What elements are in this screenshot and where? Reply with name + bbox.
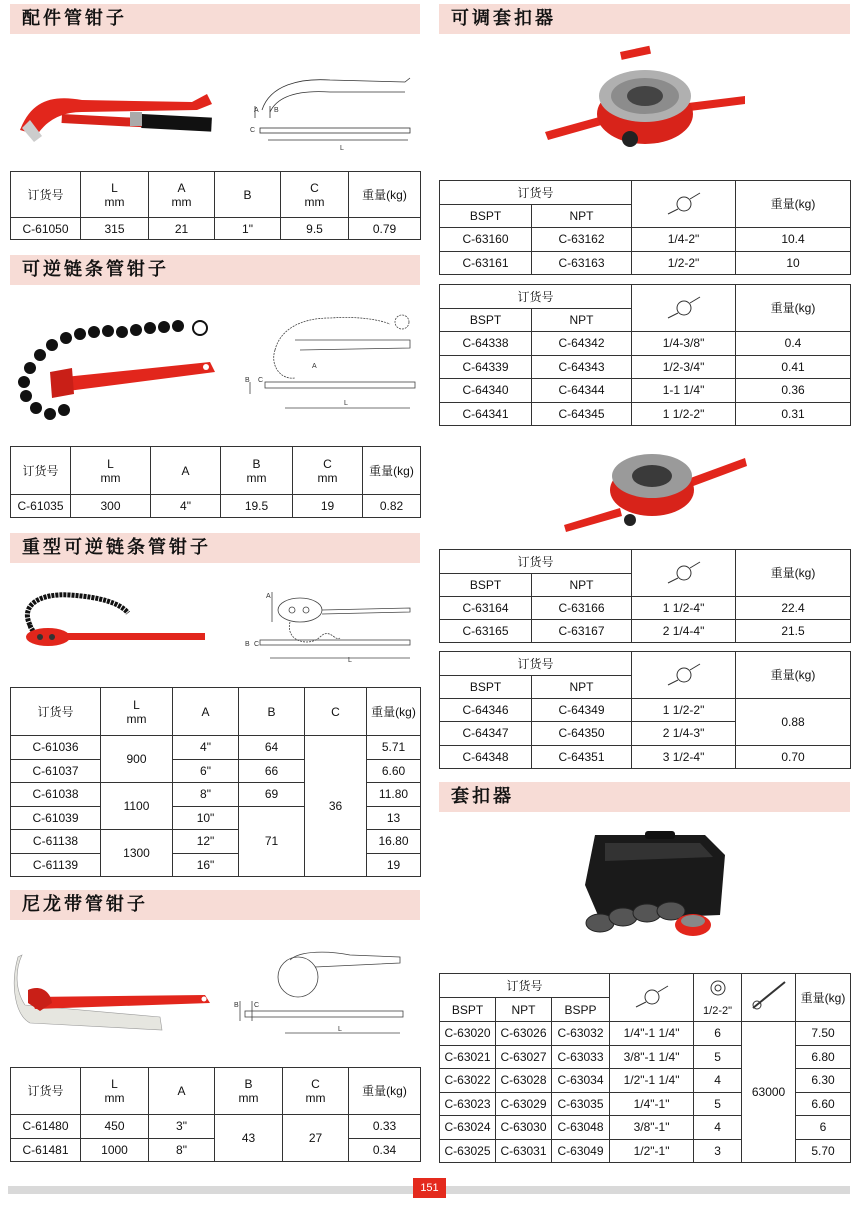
- col-header: 重量(kg): [349, 1068, 421, 1115]
- heavy-chain-wrench-drawing: [240, 582, 420, 667]
- drawing-label: B: [274, 107, 279, 114]
- table-row: C-63165 C-63167 2 1/4-4" 21.5: [440, 620, 851, 643]
- table-row: C-63160 C-63162 1/4-2" 10.4: [440, 228, 851, 252]
- col-header: B mm: [215, 1068, 283, 1115]
- col-header: L mm: [71, 447, 151, 495]
- section-header-adjustable-die-stock: 可调套扣器: [439, 4, 850, 34]
- spec-table-chain-wrench: [10, 446, 421, 518]
- drawing-label: C: [258, 377, 264, 384]
- drawing-label: L: [348, 657, 352, 664]
- col-header: A mm: [149, 172, 215, 218]
- col-header: 订货号: [11, 172, 81, 218]
- drawing-label: C: [254, 1002, 260, 1009]
- fitting-wrench-photo: [12, 80, 217, 150]
- col-header: 重量(kg): [367, 688, 421, 736]
- drawing-label: L: [344, 400, 348, 407]
- spec-table-die-stock-a: 订货号 重量(kg) BSPT NPT C-63160 C-63162 1/4-2" 10.4 C-63161 C-63163 1/2-2" 10: [439, 180, 851, 275]
- col-header: 重量(kg): [736, 550, 851, 597]
- table-row: C-64346 C-64349 1 1/2-2" 0.88: [440, 699, 851, 722]
- col-header: 订货号: [11, 1068, 81, 1115]
- table-row: C-61037 6" 66 6.60: [11, 759, 421, 783]
- chain-wrench-photo: [10, 310, 220, 430]
- die-head-icon: 1/2-2": [694, 974, 742, 1022]
- table-row: C-64340 C-64344 1-1 1/4" 0.36: [440, 379, 851, 403]
- col-header: 重量(kg): [349, 172, 421, 218]
- col-header: A: [149, 1068, 215, 1115]
- col-header: L mm: [101, 688, 173, 736]
- table-row: C-64338 C-64342 1/4-3/8" 0.4: [440, 332, 851, 356]
- strap-wrench-photo: [10, 945, 215, 1035]
- table-row: C-64348 C-64351 3 1/2-4" 0.70: [440, 745, 851, 768]
- ratchet-handle-icon: [742, 974, 796, 1022]
- col-header: L mm: [81, 1068, 149, 1115]
- col-header: 订货号: [440, 550, 632, 574]
- table-row: C-63161 C-63163 1/2-2" 10: [440, 251, 851, 275]
- col-header: C: [305, 688, 367, 736]
- table-row: C-63022 C-63028 C-63034 1/2"-1 1/4" 4 6.30: [440, 1069, 851, 1093]
- col-header: B mm: [221, 447, 293, 495]
- table-row: C-64339 C-64343 1/2-3/4" 0.41: [440, 355, 851, 379]
- col-header: 重量(kg): [736, 285, 851, 332]
- col-header: L mm: [81, 172, 149, 218]
- table-row: C-61039 10" 71 13: [11, 806, 421, 830]
- table-row: C-61035 300 4" 19.5 19 0.82: [11, 495, 421, 518]
- drawing-label: B: [245, 641, 250, 648]
- drawing-label: B: [245, 377, 250, 384]
- spec-table-die-stock-d: 订货号 重量(kg) BSPT NPT C-64346 C-64349 1 1/2-2" 0.88 C-64347 C-64350 2 1/4-3" C-64348 C-64351 3 1/2-4" 0.70: [439, 651, 851, 769]
- spec-table-die-stock-c: 订货号 重量(kg) BSPT NPT C-63164 C-63166 1 1/2-4" 22.4 C-63165 C-63167 2 1/4-4" 21.5: [439, 549, 851, 643]
- col-header: B: [239, 688, 305, 736]
- table-row: C-61038 1100 8" 69 11.80: [11, 783, 421, 807]
- section-header-die-set: 套扣器: [439, 782, 850, 812]
- drawing-label: L: [340, 145, 344, 152]
- drawing-label: A: [254, 107, 259, 114]
- strap-wrench-drawing: [230, 945, 420, 1045]
- table-row: C-64341 C-64345 1 1/2-2" 0.31: [440, 402, 851, 426]
- col-header: C mm: [293, 447, 363, 495]
- section-header-fitting-wrench: 配件管钳子: [10, 4, 420, 34]
- table-row: C-61138 1300 12" 16.80: [11, 830, 421, 854]
- drawing-label: A: [266, 593, 271, 600]
- col-header: C mm: [281, 172, 349, 218]
- drawing-label: C: [250, 127, 256, 134]
- col-header: 订货号: [11, 447, 71, 495]
- table-row: C-61050 315 21 1" 9.5 0.79: [11, 218, 421, 240]
- thread-range-icon: [632, 285, 736, 332]
- drawing-label: L: [338, 1026, 342, 1033]
- fitting-wrench-drawing: [240, 70, 420, 160]
- col-header: A: [151, 447, 221, 495]
- page-number: 151: [413, 1178, 446, 1198]
- heavy-chain-wrench-photo: [10, 585, 210, 650]
- spec-table-die-set: 订货号 1/2-2" 重量(kg) BSPT NPT BSPP C-63020 C-63026 C-63032 1/4"-1 1/4" 6 63000 7.50 C-63021 C-63027 C-63033 3/8"-1 1/4" 5 6.80 C-63022 C-63028 C-63034 1/2"-1 1/4" 4 6.30 C-63023 C-63029 C-63035 1/4"-1" 5 6.60 C-63024 C-63030 C-63048 3/8"-1" 4 6 C-63025 C-63031 C-63049 1/2"-1" 3 5.70: [439, 973, 851, 1163]
- col-header: C mm: [283, 1068, 349, 1115]
- table-row: C-61036 900 4" 64 36 5.71: [11, 736, 421, 760]
- spec-table-die-stock-b: 订货号 重量(kg) BSPT NPT C-64338 C-64342 1/4-3/8" 0.4 C-64339 C-64343 1/2-3/4" 0.41 C-64340 C-64344 1-1 1/4" 0.36 C-64341 C-64345 1 1/2-2" 0.31: [439, 284, 851, 426]
- section-header-reversible-chain-wrench: 可逆链条管钳子: [10, 255, 420, 285]
- chain-wrench-drawing: [240, 310, 420, 415]
- col-header: 重量(kg): [736, 181, 851, 228]
- col-header: 重量(kg): [796, 974, 851, 1022]
- die-stock-photo-1: [540, 44, 750, 159]
- col-header: 订货号: [440, 974, 610, 998]
- drawing-label: A: [312, 363, 317, 370]
- drawing-label: C: [254, 641, 260, 648]
- table-row: C-61481 1000 8" 0.34: [11, 1138, 421, 1162]
- col-header: A: [173, 688, 239, 736]
- thread-range-icon: [610, 974, 694, 1022]
- drawing-label: B: [234, 1002, 239, 1009]
- table-row: C-63025 C-63031 C-63049 1/2"-1" 3 5.70: [440, 1139, 851, 1163]
- table-row: C-61480 450 3" 43 27 0.33: [11, 1115, 421, 1139]
- spec-table-fitting-wrench: [10, 171, 421, 240]
- thread-range-icon: [632, 550, 736, 597]
- table-row: C-61139 16" 19: [11, 853, 421, 877]
- section-header-heavy-chain-wrench: 重型可逆链条管钳子: [10, 533, 420, 563]
- spec-table-heavy-chain-wrench: [10, 687, 421, 877]
- col-header: 订货号: [11, 688, 101, 736]
- die-set-case-photo: [575, 825, 730, 950]
- col-header: 订货号: [440, 652, 632, 676]
- die-stock-photo-2: [560, 440, 750, 535]
- col-header: 订货号: [440, 181, 632, 205]
- spec-table-strap-wrench: [10, 1067, 421, 1162]
- thread-range-icon: [632, 181, 736, 228]
- section-header-nylon-strap-wrench: 尼龙带管钳子: [10, 890, 420, 920]
- table-row: C-63021 C-63027 C-63033 3/8"-1 1/4" 5 6.80: [440, 1045, 851, 1069]
- col-header: 重量(kg): [736, 652, 851, 699]
- col-header: 订货号: [440, 285, 632, 309]
- table-row: C-63023 C-63029 C-63035 1/4"-1" 5 6.60: [440, 1092, 851, 1116]
- col-header: 重量(kg): [363, 447, 421, 495]
- table-row: C-63164 C-63166 1 1/2-4" 22.4: [440, 597, 851, 620]
- table-row: C-63024 C-63030 C-63048 3/8"-1" 4 6: [440, 1116, 851, 1140]
- table-row: C-63020 C-63026 C-63032 1/4"-1 1/4" 6 63000 7.50: [440, 1022, 851, 1046]
- table-row: C-64347 C-64350 2 1/4-3": [440, 722, 851, 745]
- col-header: B: [215, 172, 281, 218]
- thread-range-icon: [632, 652, 736, 699]
